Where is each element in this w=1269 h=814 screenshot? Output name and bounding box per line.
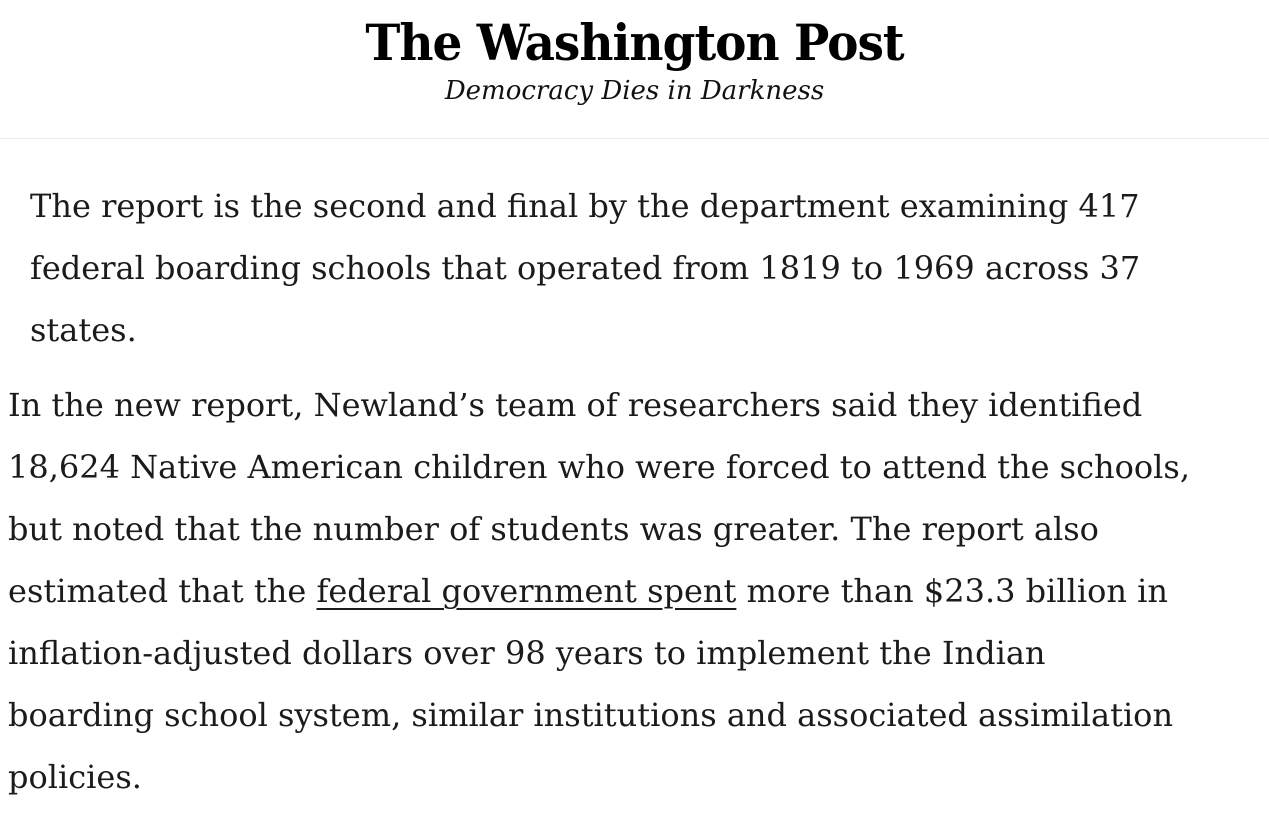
paragraph-line: states. bbox=[30, 311, 137, 349]
paragraph-line: 18,624 Native American children who were forced to attend the schools, bbox=[8, 448, 1190, 486]
link-line-after-text: more than $23.3 billion in bbox=[736, 572, 1168, 610]
paragraph-line: inflation-adjusted dollars over 98 years to implement the Indian bbox=[8, 634, 1046, 672]
washington-post-logo[interactable]: The Washington Post bbox=[365, 14, 904, 73]
paragraph-line-with-link bbox=[8, 560, 1269, 622]
paragraph-line: boarding school system, similar institutions and associated assimilation bbox=[8, 696, 1174, 734]
article-paragraph-1 bbox=[30, 175, 1269, 361]
federal-government-spent-link[interactable]: federal government spent bbox=[316, 572, 737, 610]
paragraph-line: In the new report, Newland’s team of researchers said they identified bbox=[8, 386, 1143, 424]
paragraph-line: but noted that the number of students was greater. The report also bbox=[8, 510, 1099, 548]
link-line-before-text: estimated that the bbox=[8, 572, 317, 610]
paragraph-line: The report is the second and final by the department examining 417 bbox=[30, 187, 1140, 225]
masthead-tagline: Democracy Dies in Darkness bbox=[444, 76, 825, 106]
article-paragraph-2 bbox=[8, 374, 1269, 808]
masthead bbox=[0, 0, 1269, 139]
paragraph-line: federal boarding schools that operated from 1819 to 1969 across 37 bbox=[30, 249, 1141, 287]
paragraph-line: policies. bbox=[8, 758, 142, 796]
article-body bbox=[0, 139, 1269, 808]
